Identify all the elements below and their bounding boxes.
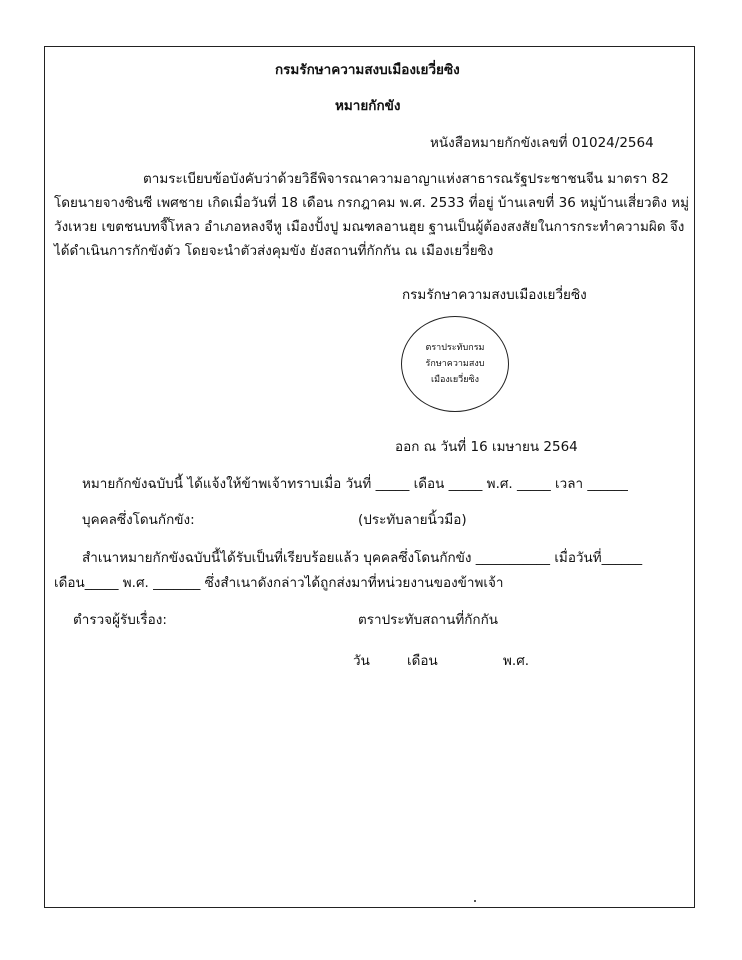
copy-line-1: สำเนาหมายกักขังฉบับนี้ได้รับเป็นที่เรียบร้อยแล้ว บุคคลซึ่งโดนกักขัง ___________ เมื่อวันที่______ [82,550,643,566]
notify-line: หมายกักขังฉบับนี้ ได้แจ้งให้ข้าพเจ้าทราบเมื่อ วันที่ _____ เดือน _____ พ.ศ. _____ เวลา ______ [82,476,628,492]
body-line-1: ตามระเบียบข้อบังคับว่าด้วยวิธีพิจารณาความอาญาแห่งสาธารณรัฐประชาชนจีน มาตรา 82 [143,171,669,187]
body-line-4: ได้ดำเนินการกักขังตัว โดยจะนำตัวส่งคุมขัง ยังสถานที่กักกัน ณ เมืองเยวี่ยซิง [54,243,494,259]
date-year-label: พ.ศ. [503,653,530,669]
department-title: กรมรักษาความสงบเมืองเยวี่ยซิง [275,62,460,78]
stamp-line-1: ตราประทับกรม [425,343,485,353]
date-month-label: เดือน [407,653,438,669]
stamp-line-3: เมืองเยวี่ยซิง [431,375,479,385]
reference-number: หนังสือหมายกักขังเลขที่ 01024/2564 [430,135,654,151]
receiver-label: ตำรวจผู้รับเรื่อง: [73,612,167,628]
detainee-label: บุคคลซึ่งโดนกักขัง: [82,512,195,528]
date-day-label: วัน [353,653,370,669]
issuer-name: กรมรักษาความสงบเมืองเยวี่ยซิง [402,287,587,303]
issue-date: ออก ณ วันที่ 16 เมษายน 2564 [395,439,578,455]
copy-line-2: เดือน_____ พ.ศ. _______ ซึ่งสำเนาดังกล่าวได้ถูกส่งมาที่หน่วยงานของข้าพเจ้า [54,575,504,591]
body-line-2: โดยนายจางซินซี เพศชาย เกิดเมื่อวันที่ 18 เดือน กรกฎาคม พ.ศ. 2533 ที่อยู่ บ้านเลขที่ 36 หมู่บ้านเสี่ยวติง หมู่ [54,195,690,211]
fingerprint-label: (ประทับลายนิ้วมือ) [358,512,467,528]
document-title: หมายกักขัง [335,98,401,114]
page-mark [474,900,476,902]
body-line-3: วังเหวย เขตชนบทจี๊โหลว อำเภอหลงจีหู เมืองปั้งปู มณฑลอานฮุย ฐานเป็นผู้ต้องสงสัยในการกระทำความผิด จึง [54,219,685,235]
department-stamp [401,316,509,412]
facility-stamp-label: ตราประทับสถานที่กักกัน [358,612,499,628]
stamp-line-2: รักษาความสงบ [425,359,485,369]
